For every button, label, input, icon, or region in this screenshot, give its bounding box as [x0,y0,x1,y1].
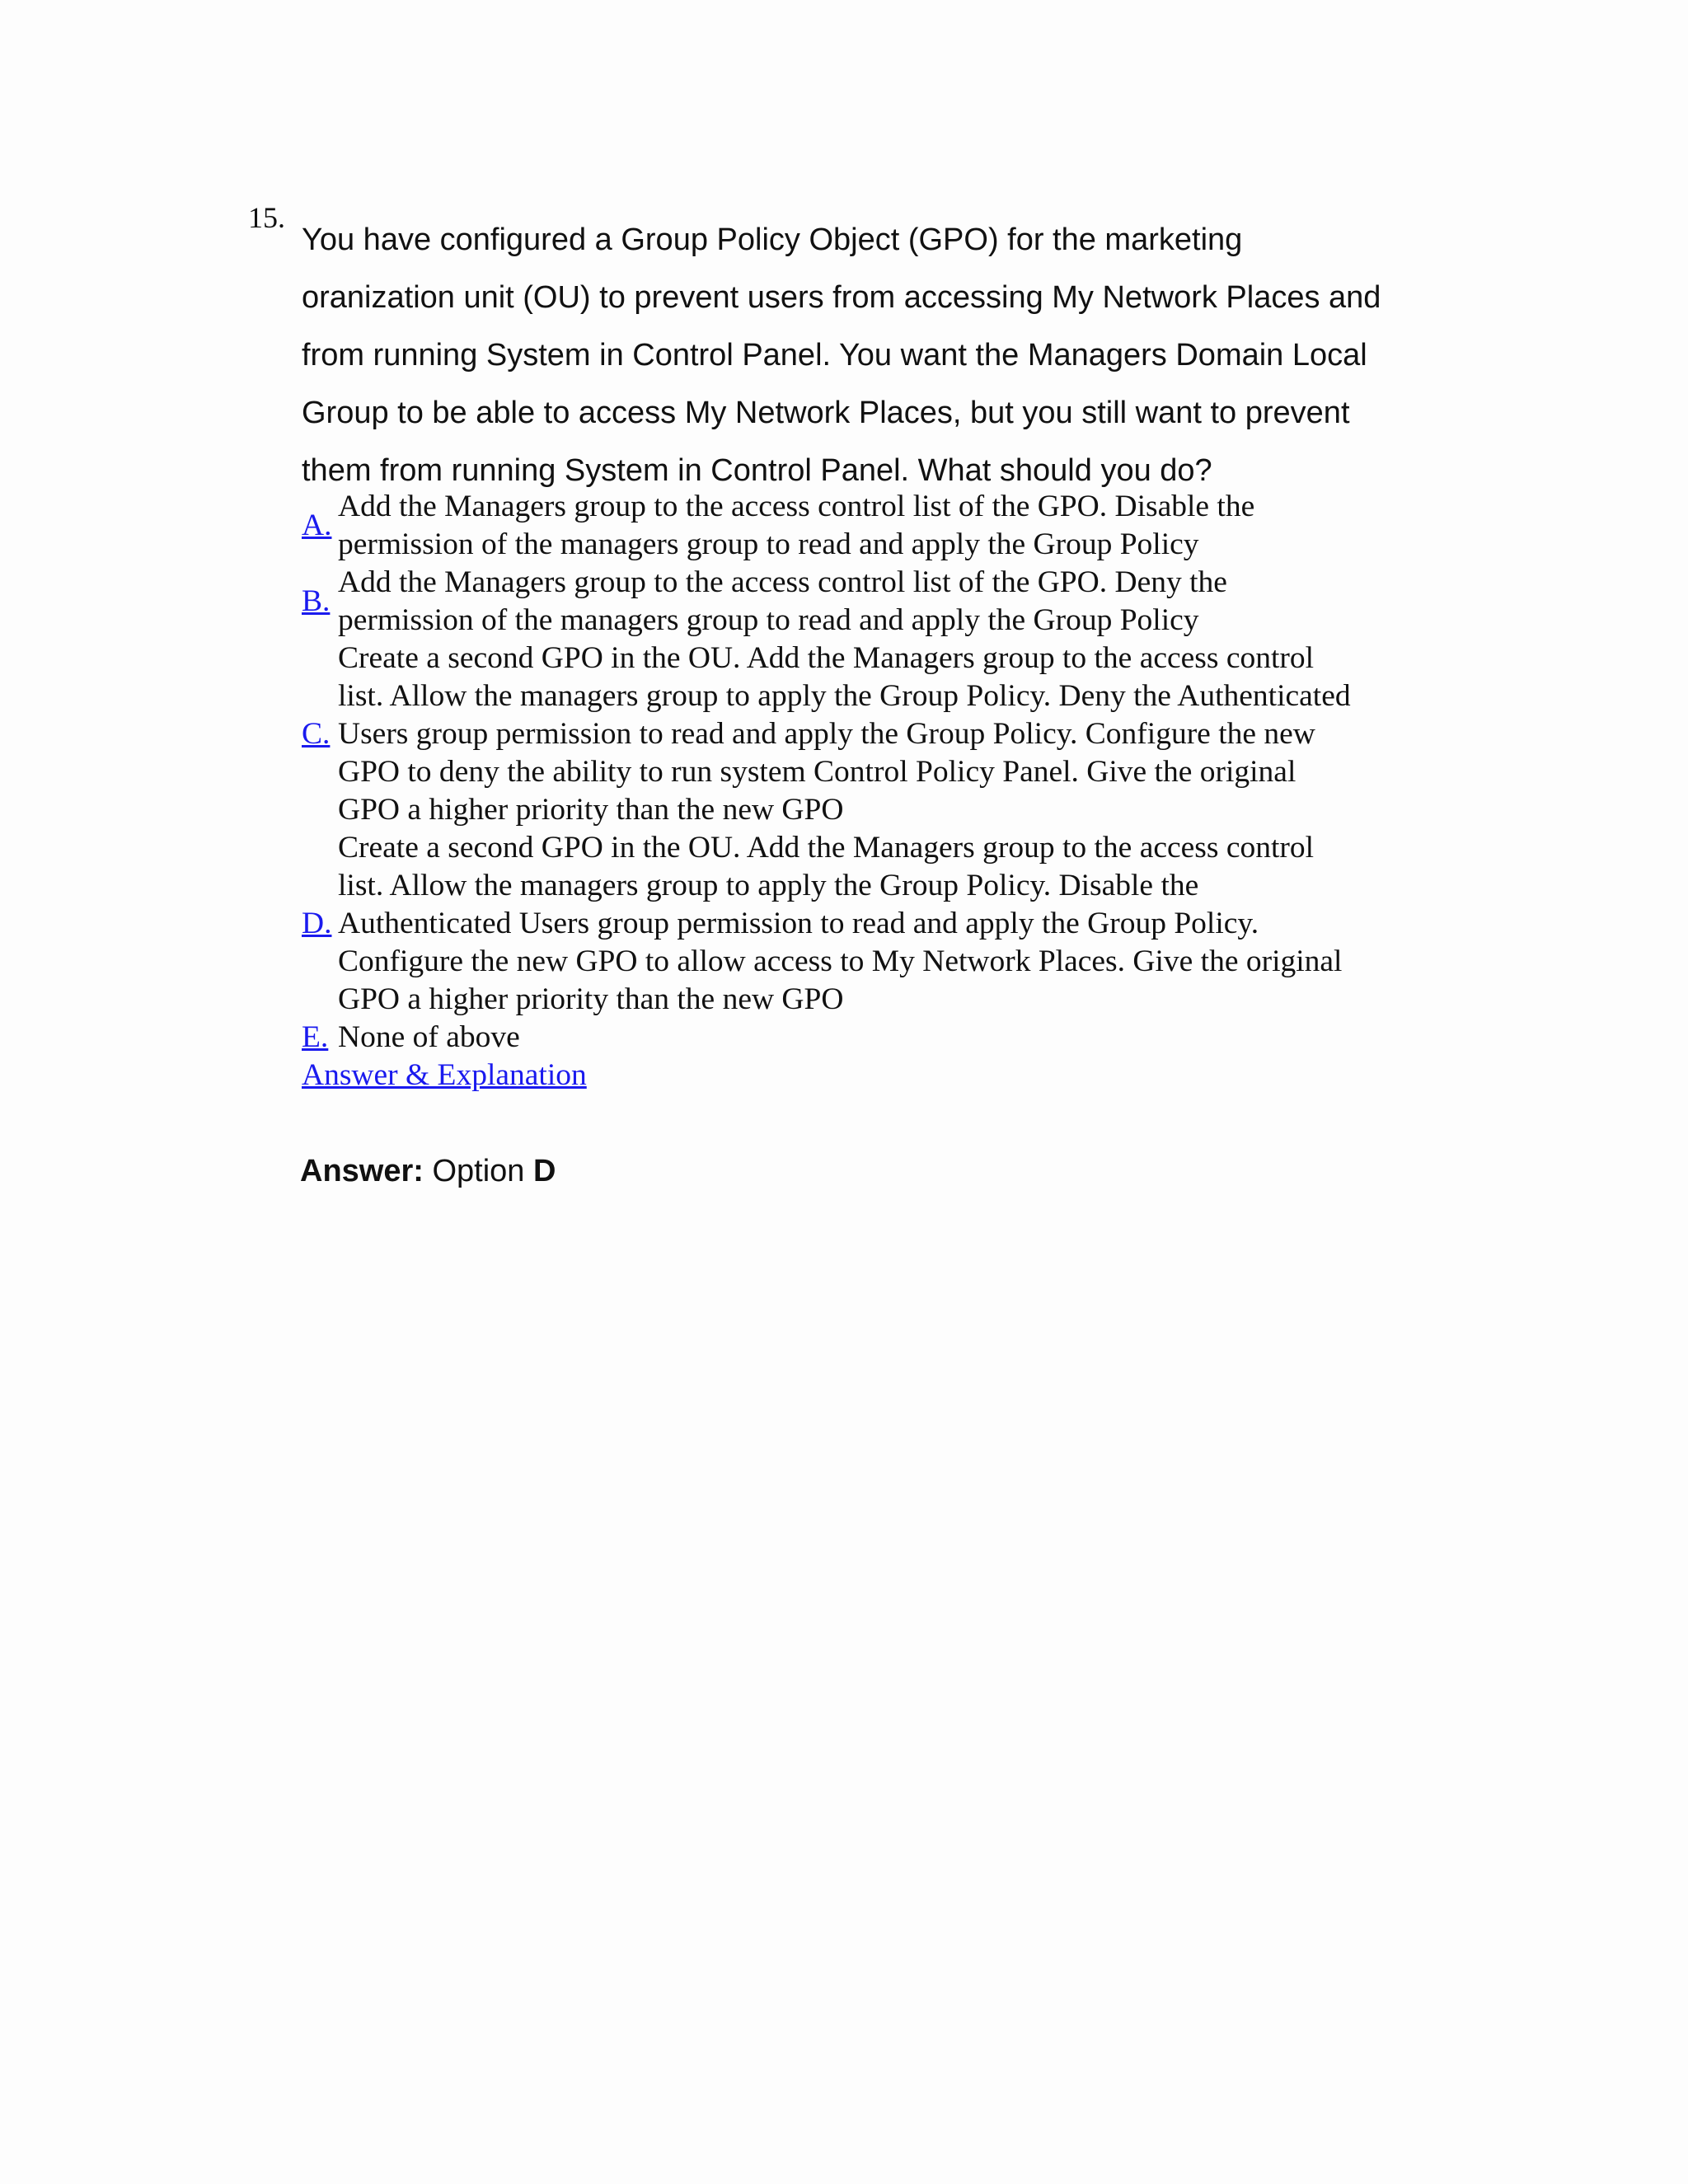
question-line: Group to be able to access My Network Places, but you still want to prevent [302,396,1350,430]
option-line: GPO a higher priority than the new GPO [338,982,844,1016]
option-d-text [338,829,1456,1019]
option-line: list. Allow the managers group to apply the Group Policy. Deny the Authenticated [338,679,1351,713]
option-line: Users group permission to read and apply the Group Policy. Configure the new [338,717,1315,751]
option-line: GPO a higher priority than the new GPO [338,793,844,827]
answer-line [300,1148,556,1194]
option-c-link[interactable]: C. [302,717,331,751]
option-a-text [338,488,1456,564]
option-c [302,640,1456,829]
option-b-link[interactable]: B. [302,584,331,618]
option-line: Add the Managers group to the access control list of the GPO. Disable the [338,490,1255,523]
answer-option-word: Option [432,1154,525,1188]
option-line: Authenticated Users group permission to read and apply the Group Policy. [338,907,1259,940]
option-a-link[interactable]: A. [302,509,332,542]
option-d-link[interactable]: D. [302,907,332,940]
question-line: You have configured a Group Policy Object (GPO) for the marketing [302,223,1243,257]
option-a [302,488,1456,564]
answer-option-letter: D [533,1154,556,1188]
option-line: Add the Managers group to the access control list of the GPO. Deny the [338,565,1227,599]
option-b-text [338,564,1456,640]
answer-explanation-link[interactable]: Answer & Explanation [302,1058,587,1092]
option-line: GPO to deny the ability to run system Control Policy Panel. Give the original [338,755,1296,789]
option-line: Create a second GPO in the OU. Add the Managers group to the access control [338,641,1315,675]
option-line: list. Allow the managers group to apply the Group Policy. Disable the [338,869,1199,902]
option-line: permission of the managers group to read and apply the Group Policy [338,603,1199,637]
option-line: None of above [338,1020,520,1054]
option-c-text [338,640,1456,829]
option-line: Create a second GPO in the OU. Add the Managers group to the access control [338,831,1315,865]
option-line: Configure the new GPO to allow access to My Network Places. Give the original [338,944,1343,978]
option-d [302,829,1456,1019]
option-b [302,564,1456,640]
option-line: permission of the managers group to read and apply the Group Policy [338,527,1199,561]
answer-label: Answer: [300,1154,424,1188]
option-e-link[interactable]: E. [302,1020,329,1054]
option-e [302,1019,1456,1057]
question-line: oranization unit (OU) to prevent users from accessing My Network Places and [302,280,1381,315]
question-text [302,211,1456,499]
option-e-text [338,1019,1456,1057]
options-list [302,488,1456,1094]
question-number: 15. [248,201,285,234]
question-line: from running System in Control Panel. You want the Managers Domain Local [302,338,1367,373]
question-line: them from running System in Control Panel. What should you do? [302,453,1212,488]
